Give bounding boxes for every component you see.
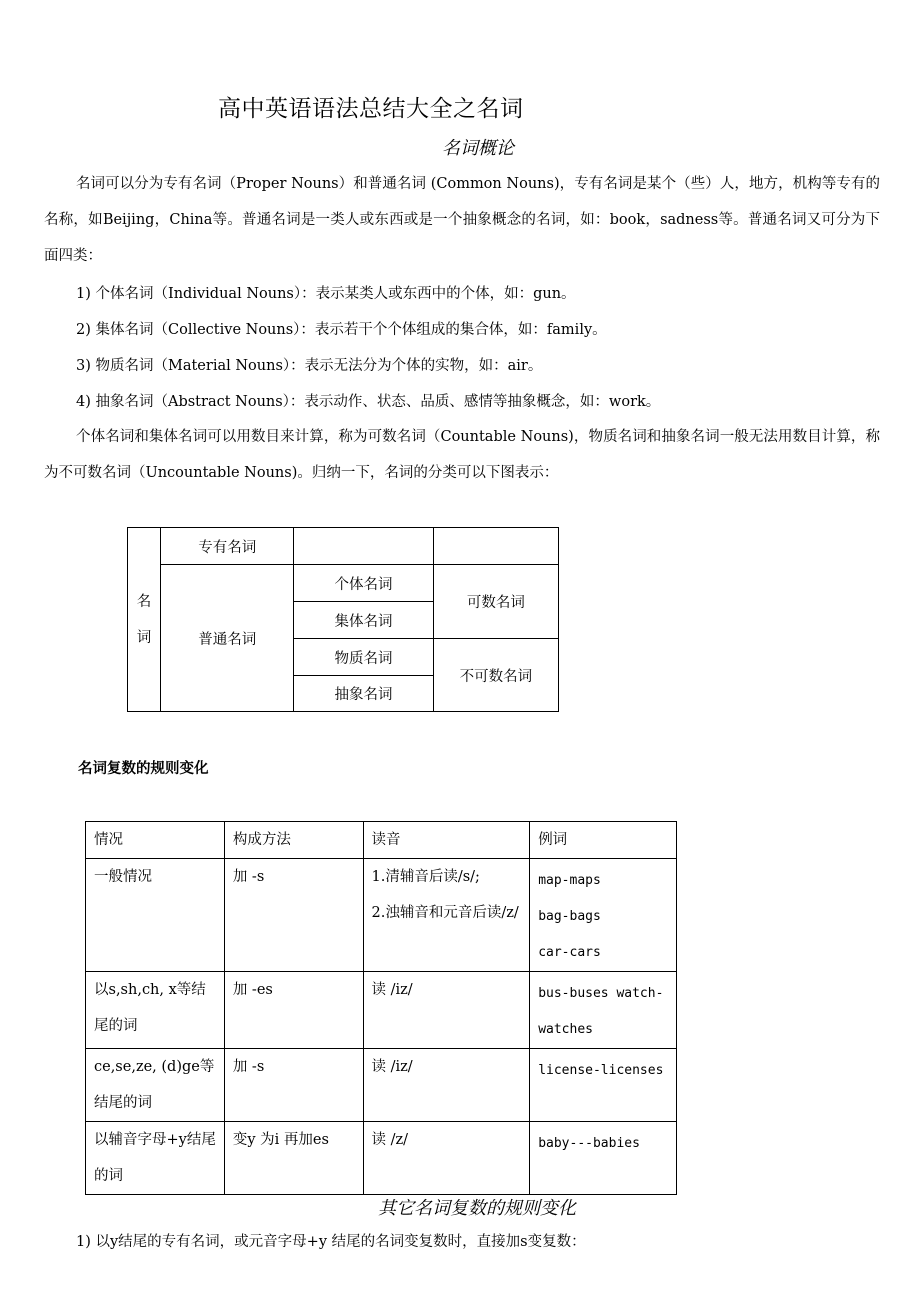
table-row [86,972,677,1049]
common-noun-cell: 普通名词 [161,565,294,712]
root-cell [128,528,161,712]
pronunciation-cell [363,859,530,972]
table-row [86,1122,677,1195]
examples-cell: license-licenses [530,1049,677,1122]
method-cell: 变y 为i 再加es [224,1122,363,1195]
method-cell: 加 -s [224,859,363,972]
examples-cell [530,859,677,972]
header-cell: 读音 [363,822,530,859]
header-cell: 例词 [530,822,677,859]
section-heading-overview: 名词概论 [442,138,514,159]
list-item-abstract: 4) 抽象名词（Abstract Nouns）：表示动作、状态、品质、感情等抽象概念，如：work。 [76,394,661,410]
countable-noun-cell: 可数名词 [433,565,558,639]
situation-cell: ce,se,ze, (d)ge等结尾的词 [86,1049,225,1122]
header-cell: 情况 [86,822,225,859]
intro-paragraph: 名词可以分为专有名词（Proper Nouns）和普通名词 (Common Nouns)，专有名词是某个（些）人，地方，机构等专有的名称，如Beijing，China等。普通名词是一类人或东西或是一个抽象概念的名词，如：book，sadness等。普通名词又可分为下面四类： [44,176,880,264]
uncountable-noun-cell: 不可数名词 [433,639,558,712]
method-cell: 加 -s [224,1049,363,1122]
collective-noun-cell: 集体名词 [294,602,433,639]
header-cell: 构成方法 [224,822,363,859]
examples-cell: baby---babies [530,1122,677,1195]
pronunciation-cell: 读 /z/ [363,1122,530,1195]
pronunciation-line: 2.浊辅音和元音后读/z/ [371,905,519,921]
proper-noun-cell: 专有名词 [161,528,294,565]
list-item-individual: 1) 个体名词（Individual Nouns）：表示某类人或东西中的个体，如：gun。 [76,286,576,302]
table-row [86,1049,677,1122]
section-heading-other-plural-rules: 其它名词复数的规则变化 [378,1198,576,1219]
empty-cell [433,528,558,565]
empty-cell [294,528,433,565]
pronunciation-cell: 读 /iz/ [363,972,530,1049]
examples-cell: bus-buses watch-watches [530,972,677,1049]
example-word: map-maps [538,873,601,888]
pronunciation-line: 1.清辅音后读/s/; [371,869,480,885]
example-word: car-cars [538,945,601,960]
situation-cell: 以辅音字母+y结尾的词 [86,1122,225,1195]
abstract-noun-cell: 抽象名词 [294,676,433,712]
noun-classification-table [127,527,559,712]
rule-item-1: 1) 以y结尾的专有名词，或元音字母+y 结尾的名词变复数时，直接加s变复数： [76,1234,586,1250]
situation-cell: 一般情况 [86,859,225,972]
section-heading-plural-rules: 名词复数的规则变化 [78,761,209,777]
table-header-row [86,822,677,859]
root-label: 名词 [136,593,152,646]
list-item-material: 3) 物质名词（Material Nouns）：表示无法分为个体的实物，如：air。 [76,358,543,374]
list-item-collective: 2) 集体名词（Collective Nouns）：表示若干个个体组成的集合体，如：family。 [76,322,607,338]
page-title: 高中英语语法总结大全之名词 [218,96,524,122]
example-word: bag-bags [538,909,601,924]
table-row [86,859,677,972]
method-cell: 加 -es [224,972,363,1049]
individual-noun-cell: 个体名词 [294,565,433,602]
situation-cell: 以s,sh,ch, x等结尾的词 [86,972,225,1049]
summary-paragraph: 个体名词和集体名词可以用数目来计算，称为可数名词（Countable Nouns)，物质名词和抽象名词一般无法用数目计算，称为不可数名词（Uncountable Nouns)。归纳一下，名词的分类可以下图表示： [44,429,880,481]
plural-rules-table [85,821,677,1195]
pronunciation-cell: 读 /iz/ [363,1049,530,1122]
material-noun-cell: 物质名词 [294,639,433,676]
